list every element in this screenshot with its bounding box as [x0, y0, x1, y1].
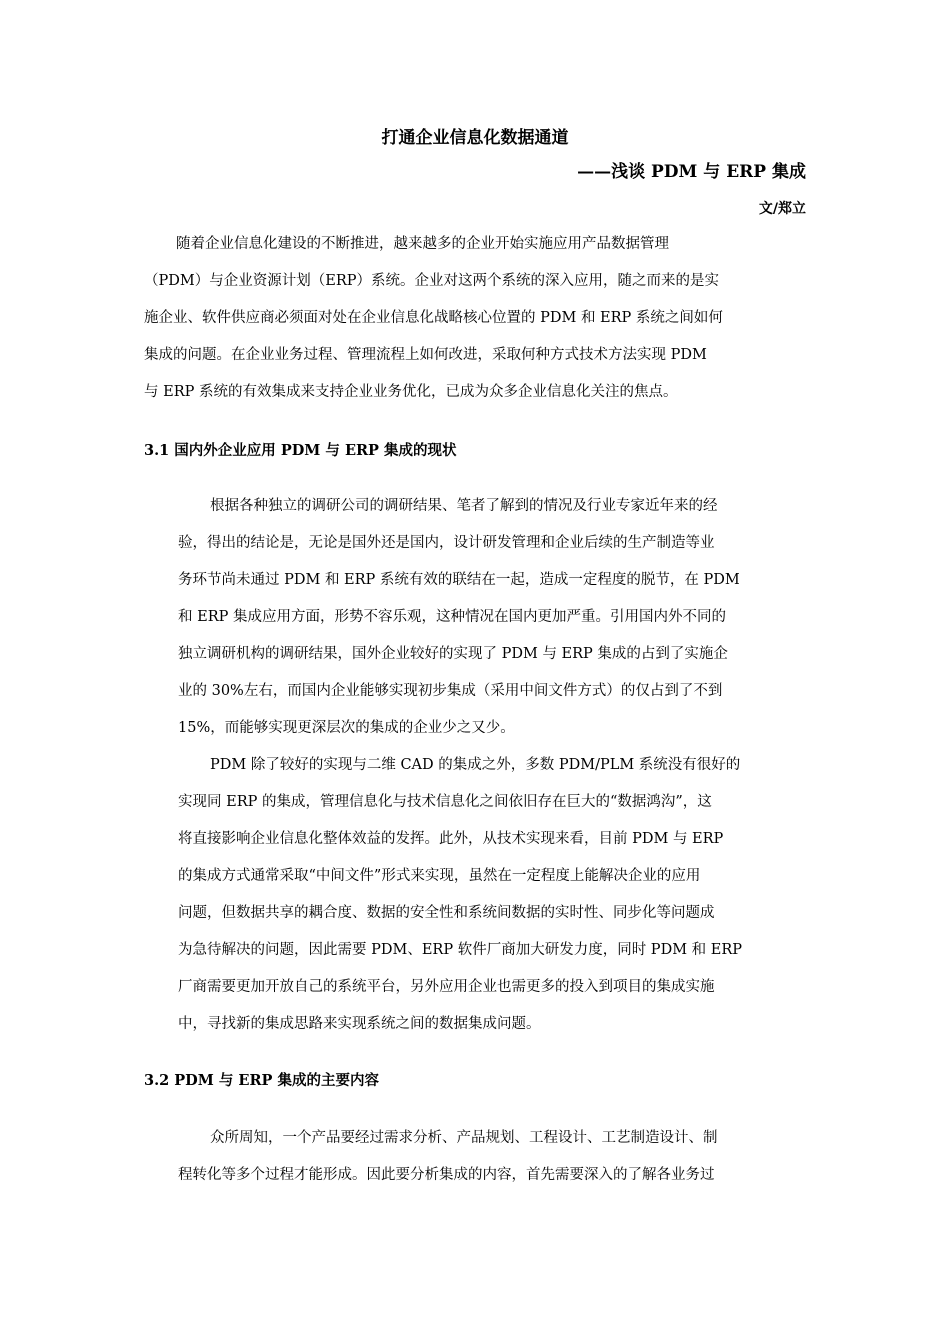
section-3-1-paragraph-2: [178, 747, 808, 1043]
document-author: 文/郑立: [758, 201, 806, 217]
document-title: 打通企业信息化数据通道: [381, 128, 569, 148]
section-3-2-paragraph-1: [178, 1120, 808, 1194]
paragraph-line: （PDM）与企业资源计划（ERP）系统。企业对这两个系统的深入应用，随之而来的是实: [144, 273, 719, 289]
paragraph-line: 为急待解决的问题，因此需要 PDM、ERP 软件厂商加大研发力度，同时 PDM 和 ERP: [178, 942, 743, 958]
paragraph-line: 业的 30%左右，而国内企业能够实现初步集成（采用中间文件方式）的仅占到了不到: [178, 683, 723, 699]
paragraph-line: 施企业、软件供应商必须面对处在企业信息化战略核心位置的 PDM 和 ERP 系统之间如何: [144, 310, 723, 326]
paragraph-line: PDM 除了较好的实现与二维 CAD 的集成之外，多数 PDM/PLM 系统没有很好的: [210, 757, 741, 773]
paragraph-line: 和 ERP 集成应用方面，形势不容乐观，这种情况在国内更加严重。引用国内外不同的: [178, 609, 726, 625]
paragraph-line: 的集成方式通常采取“中间文件”形式来实现，虽然在一定程度上能解决企业的应用: [178, 868, 701, 884]
paragraph-line: 问题，但数据共享的耦合度、数据的安全性和系统间数据的实时性、同步化等问题成: [178, 905, 715, 921]
paragraph-line: 与 ERP 系统的有效集成来支持企业业务优化，已成为众多企业信息化关注的焦点。: [144, 384, 678, 400]
paragraph-line: 将直接影响企业信息化整体效益的发挥。此外，从技术实现来看，目前 PDM 与 ERP: [178, 831, 724, 847]
paragraph-line: 随着企业信息化建设的不断推进，越来越多的企业开始实施应用产品数据管理: [176, 236, 669, 252]
section-heading-3-2: 3.2 PDM 与 ERP 集成的主要内容: [144, 1072, 379, 1089]
paragraph-line: 实现同 ERP 的集成，管理信息化与技术信息化之间依旧存在巨大的“数据鸿沟”，这: [178, 794, 712, 810]
document-subtitle: ——浅谈 PDM 与 ERP 集成: [577, 162, 806, 182]
paragraph-line: 集成的问题。在企业业务过程、管理流程上如何改进，采取何种方式技术方法实现 PDM: [144, 347, 707, 363]
intro-paragraph: [144, 226, 804, 411]
paragraph-line: 众所周知，一个产品要经过需求分析、产品规划、工程设计、工艺制造设计、制: [210, 1130, 718, 1146]
paragraph-line: 中，寻找新的集成思路来实现系统之间的数据集成问题。: [178, 1016, 541, 1032]
paragraph-line: 独立调研机构的调研结果，国外企业较好的实现了 PDM 与 ERP 集成的占到了实施企: [178, 646, 728, 662]
paragraph-line: 务环节尚未通过 PDM 和 ERP 系统有效的联结在一起，造成一定程度的脱节，在 PDM: [178, 572, 740, 588]
paragraph-line: 程转化等多个过程才能形成。因此要分析集成的内容，首先需要深入的了解各业务过: [178, 1167, 715, 1183]
paragraph-line: 验，得出的结论是，无论是国外还是国内，设计研发管理和企业后续的生产制造等业: [178, 535, 715, 551]
section-heading-3-1: 3.1 国内外企业应用 PDM 与 ERP 集成的现状: [144, 442, 457, 459]
section-3-1-paragraph-1: [178, 488, 808, 747]
paragraph-line: 厂商需要更加开放自己的系统平台，另外应用企业也需更多的投入到项目的集成实施: [178, 979, 715, 995]
paragraph-line: 根据各种独立的调研公司的调研结果、笔者了解到的情况及行业专家近年来的经: [210, 498, 718, 514]
paragraph-line: 15%，而能够实现更深层次的集成的企业少之又少。: [178, 720, 515, 736]
